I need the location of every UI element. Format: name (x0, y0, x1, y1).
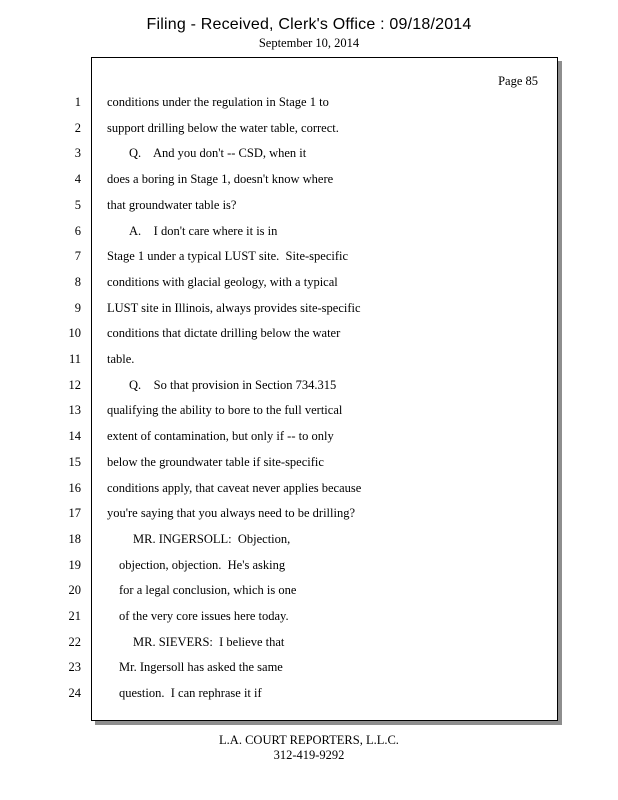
line-number: 11 (68, 352, 81, 366)
page-number: Page 85 (498, 74, 538, 88)
line-number: 20 (68, 583, 81, 597)
transcript-line: that groundwater table is? (107, 198, 237, 212)
transcript-line: table. (107, 352, 135, 366)
transcript-line: Stage 1 under a typical LUST site. Site-specific (107, 249, 349, 263)
line-number: 7 (74, 249, 81, 263)
transcript-line: you're saying that you always need to be drilling? (107, 506, 356, 520)
transcript-line: conditions apply, that caveat never applies because (107, 481, 362, 495)
line-number: 6 (74, 224, 81, 238)
transcript-line: objection, objection. He's asking (119, 558, 286, 572)
line-number: 15 (68, 455, 81, 469)
line-number: 13 (68, 403, 81, 417)
line-number: 2 (74, 121, 81, 135)
transcript-line: question. I can rephrase it if (119, 686, 262, 700)
transcript-line: of the very core issues here today. (119, 609, 289, 623)
transcript-line: does a boring in Stage 1, doesn't know where (107, 172, 334, 186)
line-number: 14 (68, 429, 81, 443)
line-number: 4 (74, 172, 81, 186)
line-number: 1 (74, 95, 81, 109)
reporter-phone: 312-419-9292 (273, 748, 345, 762)
line-number: 9 (74, 301, 81, 315)
transcript-line: Mr. Ingersoll has asked the same (119, 660, 283, 674)
transcript-line: MR. INGERSOLL: Objection, (133, 532, 291, 546)
transcript-line: qualifying the ability to bore to the full vertical (107, 403, 343, 417)
transcript-line: Q. And you don't -- CSD, when it (129, 146, 307, 160)
line-number: 16 (68, 481, 81, 495)
transcript-date: September 10, 2014 (258, 36, 360, 50)
line-number: 24 (68, 686, 81, 700)
transcript-line: support drilling below the water table, correct. (107, 121, 339, 135)
line-number: 22 (68, 635, 81, 649)
transcript-line: conditions that dictate drilling below the water (107, 326, 341, 340)
transcript-line: conditions under the regulation in Stage 1 to (107, 95, 329, 109)
line-number: 12 (68, 378, 81, 392)
transcript-line: extent of contamination, but only if -- to only (107, 429, 334, 443)
transcript-line: A. I don't care where it is in (129, 224, 278, 238)
filing-stamp: Filing - Received, Clerk's Office : 09/18/2014 (146, 16, 472, 33)
reporter-company: L.A. COURT REPORTERS, L.L.C. (219, 733, 399, 747)
transcript-line: conditions with glacial geology, with a typical (107, 275, 338, 289)
line-number: 21 (68, 609, 81, 623)
transcript-line: Q. So that provision in Section 734.315 (129, 378, 337, 392)
transcript-line: below the groundwater table if site-specific (107, 455, 324, 469)
line-number: 3 (74, 146, 81, 160)
transcript-line: MR. SIEVERS: I believe that (133, 635, 285, 649)
line-number: 18 (68, 532, 81, 546)
line-number: 8 (74, 275, 81, 289)
line-number: 17 (68, 506, 81, 520)
transcript-line: LUST site in Illinois, always provides site-specific (107, 301, 361, 315)
line-number: 5 (74, 198, 81, 212)
line-number: 23 (68, 660, 81, 674)
transcript-line: for a legal conclusion, which is one (119, 583, 297, 597)
line-number: 19 (68, 558, 81, 572)
line-number: 10 (68, 326, 81, 340)
